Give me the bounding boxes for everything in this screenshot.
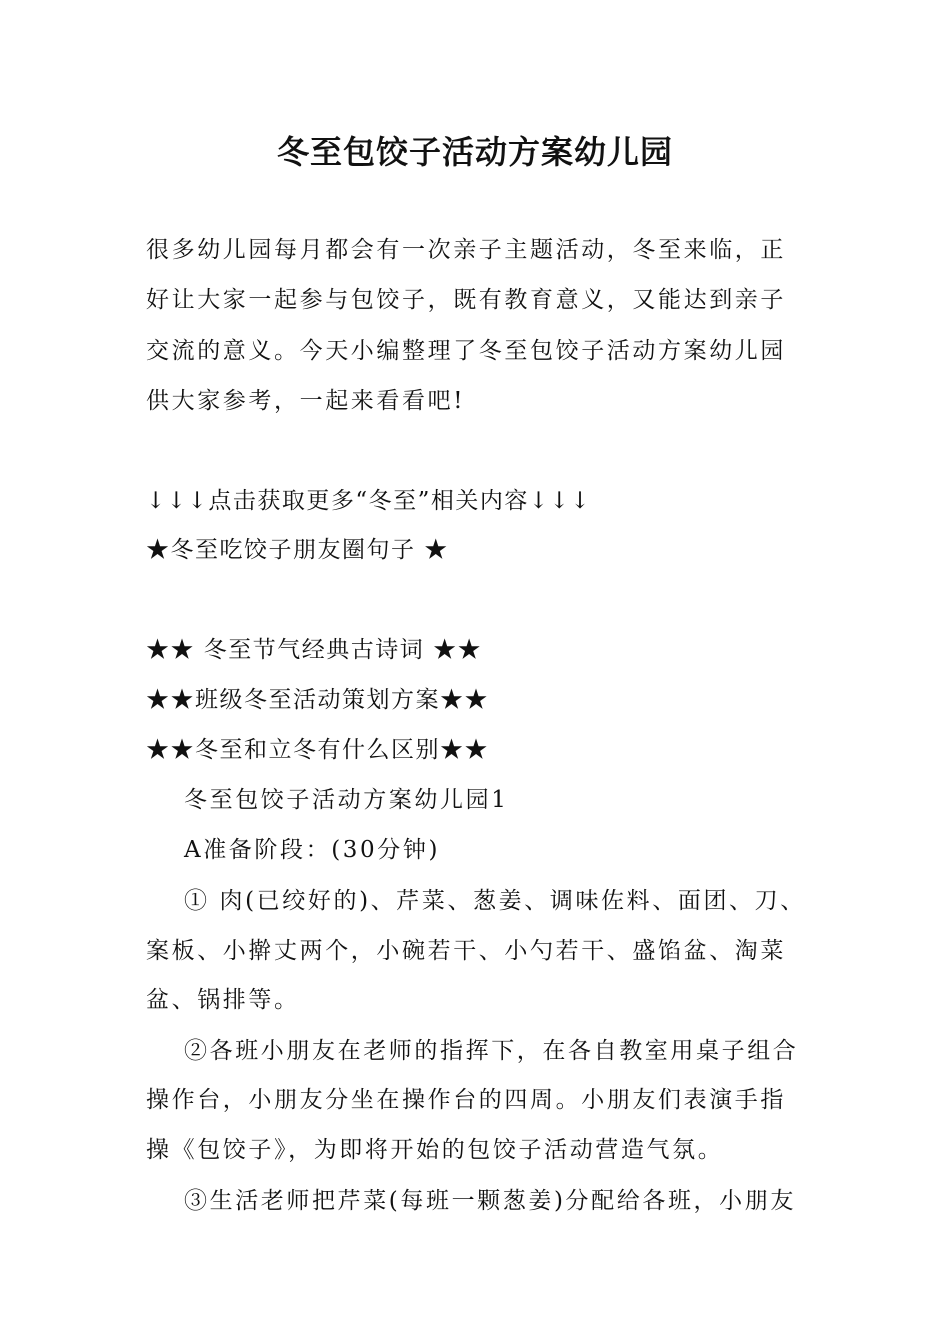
intro-line-3: 交流的意义。今天小编整理了冬至包饺子活动方案幼儿园	[146, 338, 786, 364]
intro-line-1: 很多幼儿园每月都会有一次亲子主题活动，冬至来临，正	[146, 237, 786, 263]
item3-line-1: ③生活老师把芹菜(每班一颗葱姜)分配给各班，小朋友	[184, 1188, 796, 1214]
difference-link[interactable]: ★★冬至和立冬有什么区别★★	[146, 737, 489, 763]
item2-line-1: ②各班小朋友在老师的指挥下，在各自教室用桌子组合	[184, 1038, 799, 1064]
class-activity-plan-link[interactable]: ★★班级冬至活动策划方案★★	[146, 687, 489, 713]
more-content-link[interactable]: ↓↓↓点击获取更多“冬至”相关内容↓↓↓	[146, 488, 592, 514]
item1-line-3: 盆、锅排等。	[146, 987, 300, 1013]
moments-sentences-link[interactable]: ★冬至吃饺子朋友圈句子 ★	[146, 537, 449, 563]
intro-line-2: 好让大家一起参与包饺子，既有教育意义，又能达到亲子	[146, 287, 786, 313]
intro-line-4: 供大家参考，一起来看看吧!	[146, 388, 466, 414]
stage-a-heading: A准备阶段：(30分钟)	[184, 837, 441, 863]
item2-line-3: 操《包饺子》，为即将开始的包饺子活动营造气氛。	[146, 1137, 724, 1163]
document-title: 冬至包饺子活动方案幼儿园	[276, 133, 673, 171]
item2-line-2: 操作台，小朋友分坐在操作台的四周。小朋友们表演手指	[146, 1087, 786, 1113]
section-title: 冬至包饺子活动方案幼儿园1	[184, 787, 509, 813]
classic-poems-link[interactable]: ★★ 冬至节气经典古诗词 ★★	[146, 637, 483, 663]
item1-line-1: ① 肉(已绞好的)、芹菜、葱姜、调味佐料、面团、刀、	[184, 888, 806, 914]
item1-line-2: 案板、小擀丈两个，小碗若干、小勺若干、盛馅盆、淘菜	[146, 938, 786, 964]
